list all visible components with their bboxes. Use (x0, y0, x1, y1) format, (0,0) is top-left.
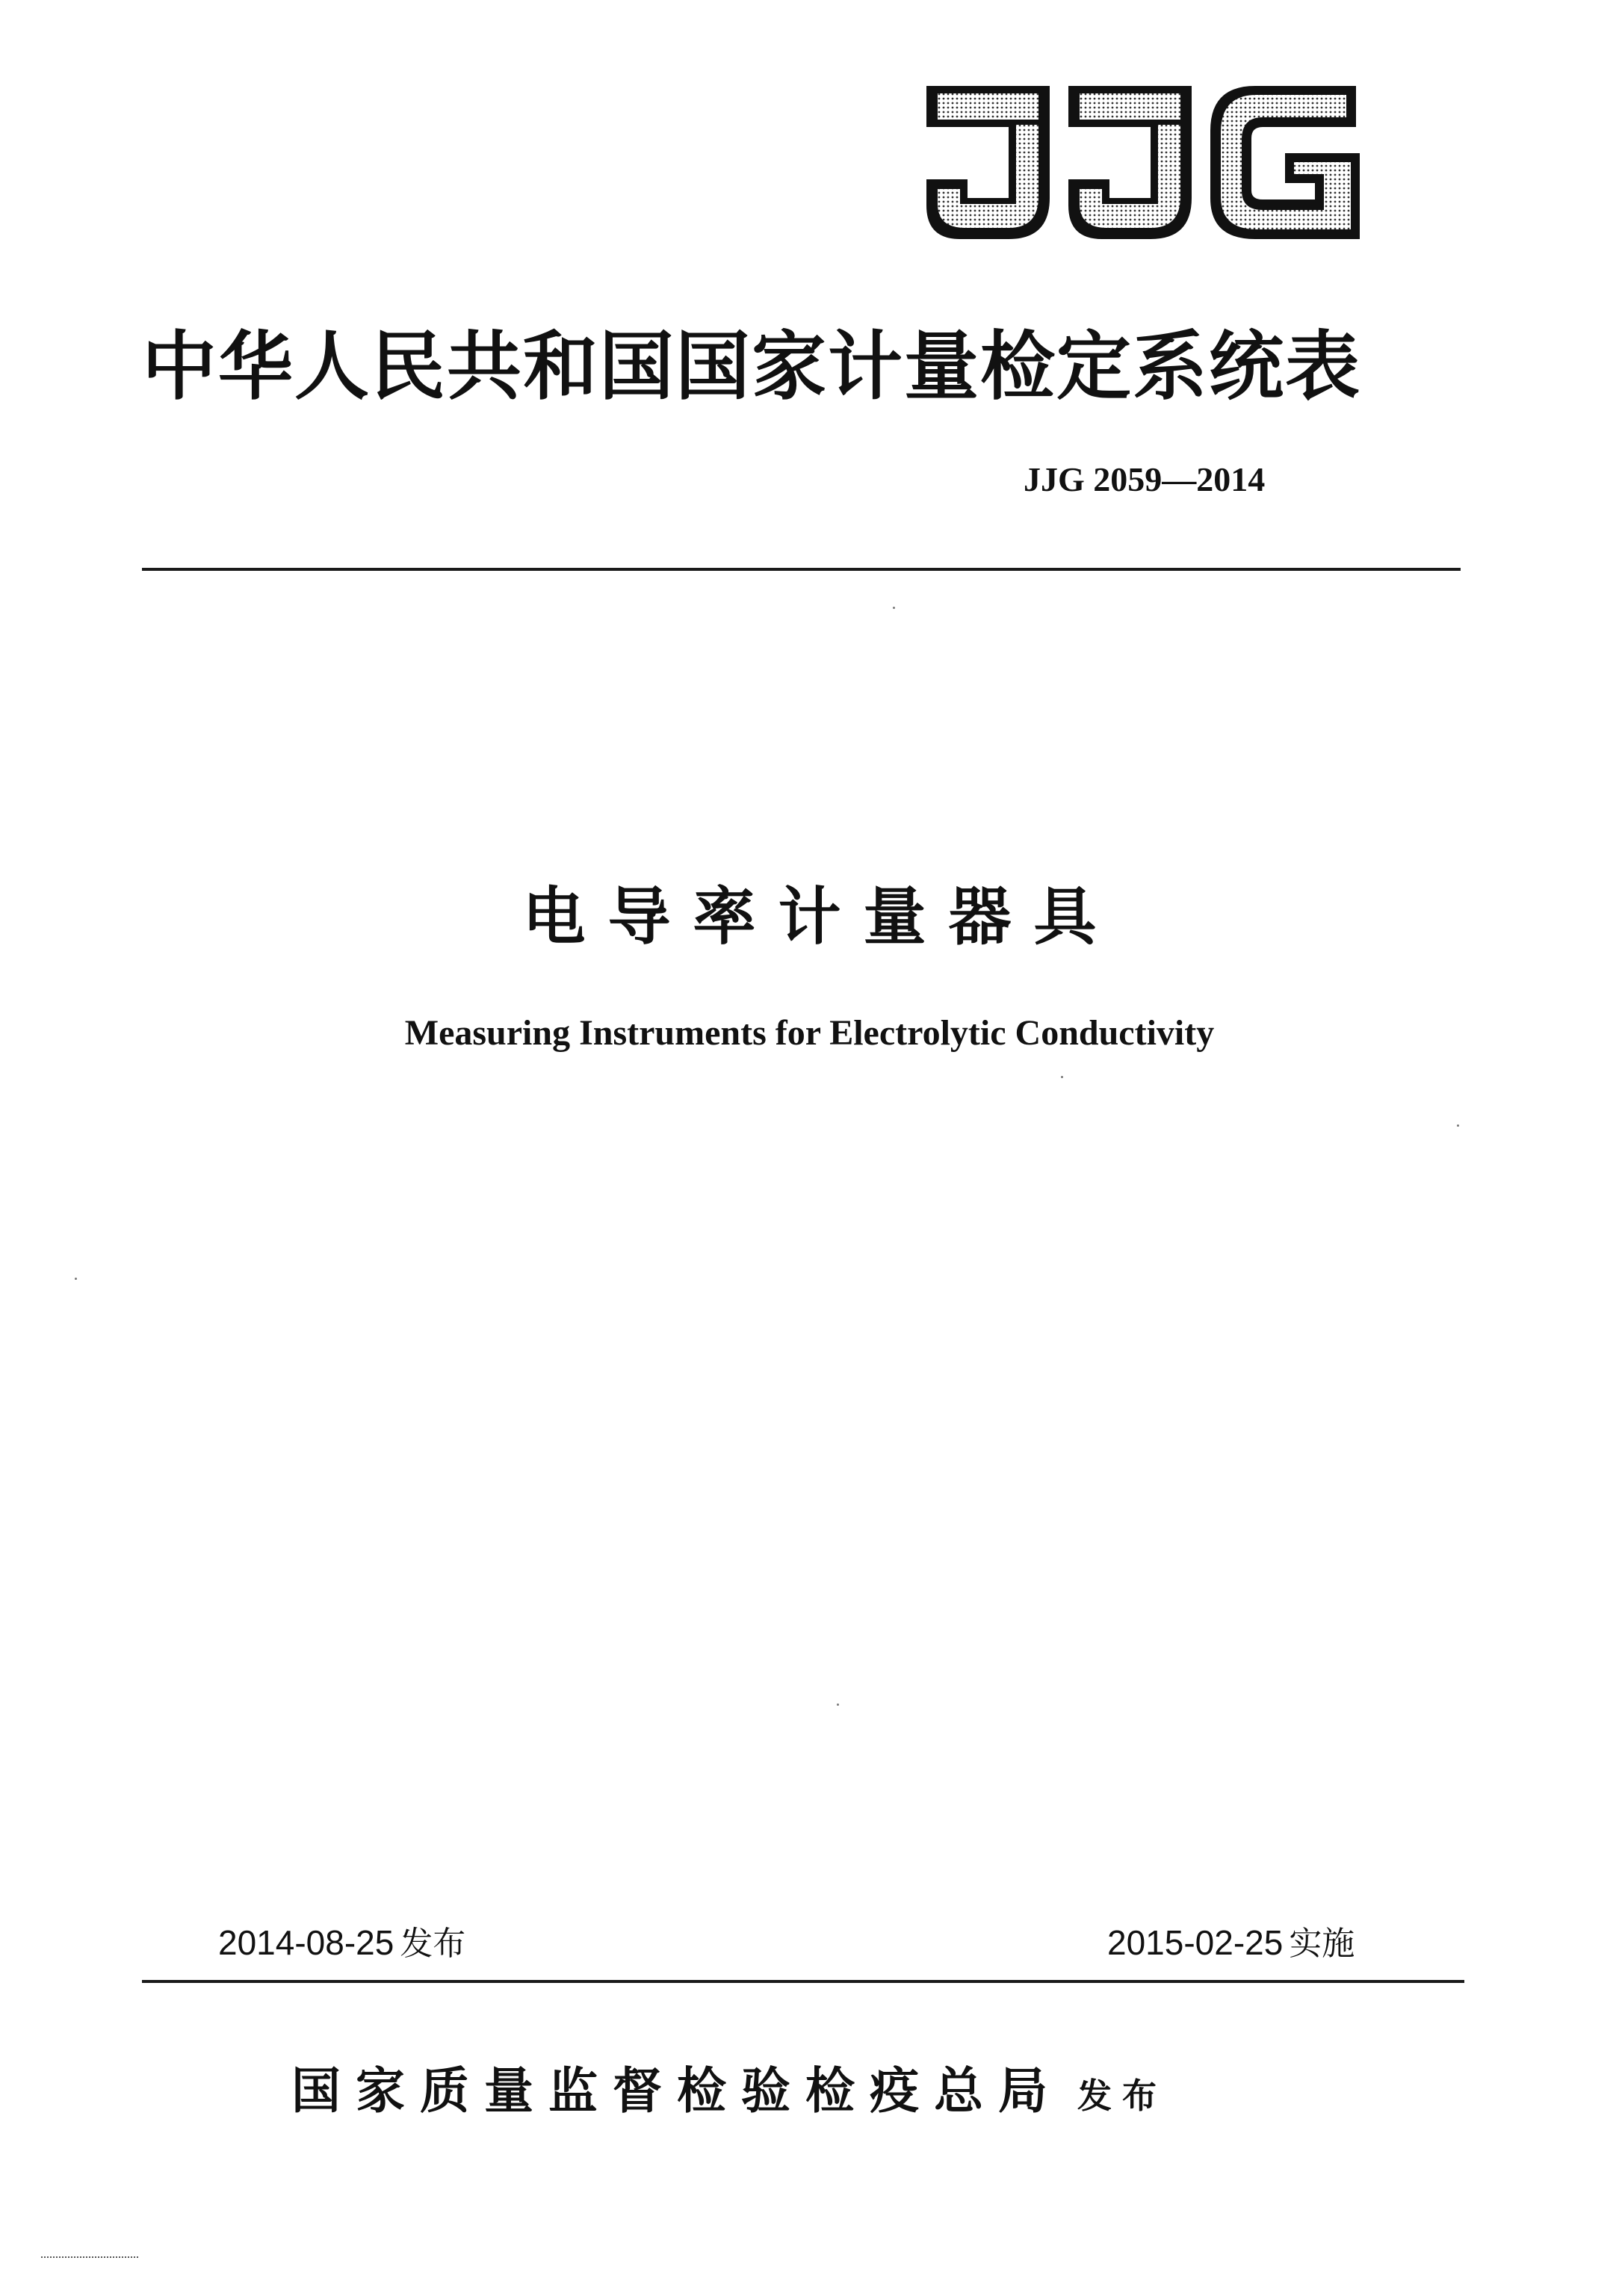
document-title-cn: 电导率计量器具 (522, 880, 1119, 953)
publish-date-line (218, 1916, 465, 1964)
publisher-action: 发布 (1077, 2076, 1167, 2116)
effective-label: 实施 (1289, 1925, 1355, 1963)
jjg-logo (919, 78, 1367, 247)
scan-speck (893, 607, 895, 609)
scan-speck (837, 1704, 839, 1706)
series-title: 中华人民共和国国家计量检定系统表 (142, 322, 1361, 410)
logo-letter-g (1210, 86, 1360, 239)
scan-speck (1061, 1076, 1063, 1078)
publish-date: 2014-08-25 (218, 1923, 394, 1962)
effective-date: 2015-02-25 (1107, 1923, 1284, 1962)
document-title-en: Measuring Instruments for Electrolytic Conductivity (404, 1013, 1215, 1053)
standard-code: JJG 2059—2014 (1024, 460, 1266, 498)
top-divider (142, 568, 1461, 571)
logo-letter-j1 (926, 86, 1050, 239)
publisher-organization: 国家质量监督检验检疫总局 (291, 2061, 1062, 2120)
effective-date-line (1107, 1916, 1355, 1964)
scan-speck (1457, 1124, 1459, 1127)
footer-dotted-mark (41, 2256, 138, 2258)
publish-label: 发布 (400, 1925, 466, 1963)
logo-letter-j2 (1068, 86, 1192, 239)
publisher-line (291, 2051, 1167, 2122)
bottom-divider (142, 1980, 1464, 1983)
scan-speck (75, 1278, 77, 1280)
